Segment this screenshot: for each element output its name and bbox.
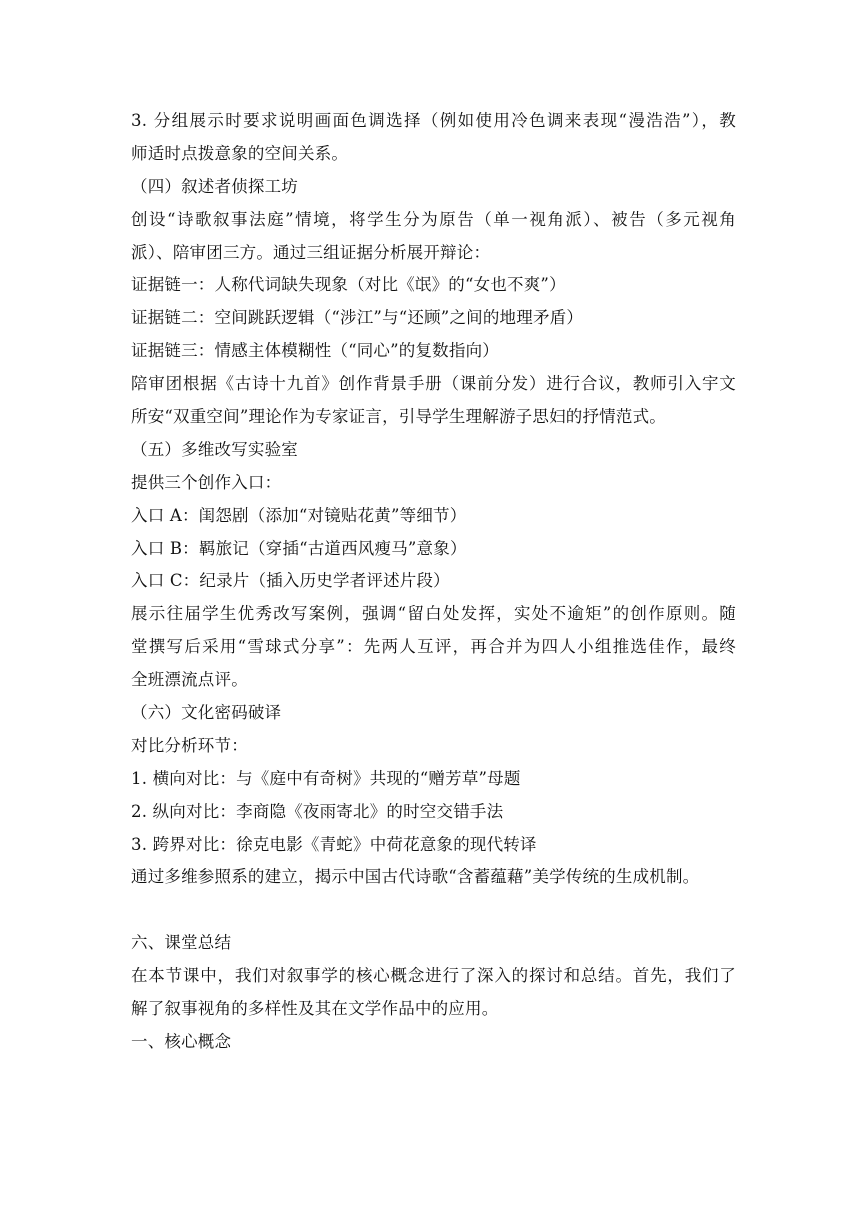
text-line: 3. 跨界对比：徐克电影《青蛇》中荷花意象的现代转译 xyxy=(131,834,537,854)
text-line: 创设“诗歌叙事法庭”情境，将学生分为原告（单一视角派）、被告（多元视角 xyxy=(131,209,736,229)
text-line: 展示往届学生优秀改写案例，强调“留白处发挥，实处不逾矩”的创作原则。随 xyxy=(131,604,736,624)
text-line: 解了叙事视角的多样性及其在文学作品中的应用。 xyxy=(131,999,499,1019)
text-line: 1. 横向对比：与《庭中有奇树》共现的“赠芳草”母题 xyxy=(131,768,521,788)
section-heading: 一、核心概念 xyxy=(131,1031,232,1051)
text-line: 证据链二：空间跳跃逻辑（“涉江”与“还顾”之间的地理矛盾） xyxy=(131,308,584,328)
text-line: 入口 B：羁旅记（穿插“古道西风瘦马”意象） xyxy=(131,538,467,558)
text-line: 入口 A：闺怨剧（添加“对镜贴花黄”等细节） xyxy=(131,505,467,525)
document-page xyxy=(131,105,736,1059)
section-heading: （五）多维改写实验室 xyxy=(131,439,298,459)
text-line: 3. 分组展示时要求说明画面色调选择（例如使用冷色调来表现“漫浩浩”），教 xyxy=(131,111,736,130)
text-line: 提供三个创作入口： xyxy=(131,472,282,492)
blank-line xyxy=(131,894,736,927)
text-line: 师适时点拨意象的空间关系。 xyxy=(131,143,349,163)
text-line: 堂撰写后采用“雪球式分享”：先两人互评，再合并为四人小组推选佳作，最终 xyxy=(131,637,736,657)
text-line: 证据链一：人称代词缺失现象（对比《氓》的“女也不爽”） xyxy=(131,275,566,295)
text-line: 陪审团根据《古诗十九首》创作背景手册（课前分发）进行合议，教师引入宇文 xyxy=(131,374,736,394)
text-line: 通过多维参照系的建立，揭示中国古代诗歌“含蓄蕴藉”美学传统的生成机制。 xyxy=(131,867,700,887)
text-line: 所安“双重空间”理论作为专家证言，引导学生理解游子思妇的抒情范式。 xyxy=(131,407,666,427)
text-line: 证据链三：情感主体模糊性（“同心”的复数指向） xyxy=(131,341,499,361)
section-heading: （四）叙述者侦探工坊 xyxy=(131,176,298,196)
section-heading: （六）文化密码破译 xyxy=(131,703,282,723)
text-line: 对比分析环节： xyxy=(131,735,248,755)
text-line: 全班漂流点评。 xyxy=(131,670,248,690)
section-heading: 六、课堂总结 xyxy=(131,933,232,953)
text-line: 在本节课中，我们对叙事学的核心概念进行了深入的探讨和总结。首先，我们了 xyxy=(131,966,736,986)
text-line: 派）、陪审团三方。通过三组证据分析展开辩论： xyxy=(131,242,491,262)
text-line: 2. 纵向对比：李商隐《夜雨寄北》的时空交错手法 xyxy=(131,801,504,821)
text-line: 入口 C：纪录片（插入历史学者评述片段） xyxy=(131,571,450,591)
